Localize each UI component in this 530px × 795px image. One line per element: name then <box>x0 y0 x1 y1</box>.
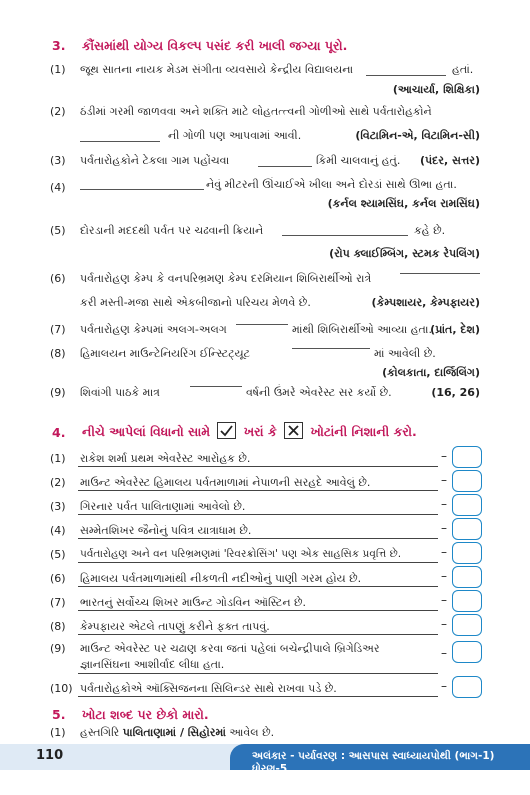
option-choices: (કર્નલ શ્યામસિંઘ, કર્નલ રામસિંઘ) <box>327 197 480 210</box>
item-number: (3) <box>50 154 66 167</box>
fill-blank[interactable] <box>80 189 204 190</box>
statement-text: માઉન્ટ એવરેસ્ટ પર ચઢાણ કરવા જતાં પહેલાં બચેન્દ્રીપાલે બ્રિગેડિઅર <box>80 642 380 655</box>
statement-text: પર્વતારોહકોએ ઑક્સિજનના સિલિન્ડર સાથે રાખવા પડે છે. <box>80 682 337 695</box>
section-4-title <box>82 422 417 440</box>
statement-text: કરી મસ્તી-મજા સાથે એકબીજાનો પરિચય મેળવે છે. <box>80 296 311 309</box>
statement-text: શિવાંગી પાઠકે માત્ર <box>80 386 160 399</box>
section-5-number: 5. <box>52 707 66 722</box>
statement-text: ગિરનાર પર્વત પાલિતાણામાં આવેલો છે. <box>80 500 246 513</box>
item-number: (2) <box>50 105 66 118</box>
section-4-title-part: નીચે આપેલાં વિધાનો સામે <box>82 424 211 439</box>
fill-blank[interactable] <box>236 324 288 325</box>
answer-box[interactable] <box>452 470 482 492</box>
statement-text: નેવું મીટરની ઊંચાઈએ ખીલા અને દોરડાં સાથે ઊભા હતા. <box>206 178 457 191</box>
statement-text: કહે છે. <box>414 224 446 237</box>
statement-text: ભારતનું સર્વોચ્ચ શિખર માઉન્ટ ગોડવિન ઑસ્ટિન છે. <box>80 596 307 609</box>
statement-text: હતાં. <box>452 63 474 76</box>
statement-text: માંથી શિબિરાર્થીઓ આવ્યા હતા. <box>292 323 433 336</box>
item-number: (7) <box>50 596 66 609</box>
row-divider <box>78 562 438 563</box>
fill-blank[interactable] <box>80 141 160 142</box>
statement-text: હસ્તગિરિ <box>80 726 120 739</box>
section-4-title-part: ખોટાંની નિશાની કરો. <box>310 424 417 439</box>
statement-text: હિમાલય પર્વતમાળામાંથી નીકળતી નદીઓનું પાણી ગરમ હોય છે. <box>80 572 362 585</box>
item-number: (4) <box>50 181 66 194</box>
cross-mark-icon <box>284 422 303 439</box>
dash: – <box>441 497 447 511</box>
dash: – <box>441 521 447 535</box>
item-number: (5) <box>50 548 66 561</box>
dash: – <box>441 569 447 583</box>
fill-blank[interactable] <box>282 235 408 236</box>
item-number: (4) <box>50 524 66 537</box>
dash: – <box>441 617 447 631</box>
fill-blank[interactable] <box>292 348 370 349</box>
option-choices: (પંદર, સત્તર) <box>419 154 480 167</box>
check-mark-icon <box>217 422 236 439</box>
statement-text: હિમાલયન માઉન્ટેનિયરિંગ ઈન્સ્ટિટ્યૂટ <box>80 347 251 360</box>
statement-text: માઉન્ટ એવરેસ્ટ હિમાલય પર્વતમાળામાં નેપાળની સરહદે આવેલું છે. <box>80 476 371 489</box>
statement-text: આવેલ છે. <box>229 726 275 739</box>
item-number: (1) <box>50 726 66 739</box>
fill-blank[interactable] <box>190 386 242 387</box>
dash: – <box>441 679 447 693</box>
option-choices: (કોલકાતા, દાર્જિલિંગ) <box>382 366 480 379</box>
option-choices: (રોપ ક્લાઈમ્બિંગ, સ્ટમક રેપલિંગ) <box>329 247 480 260</box>
option-choices: (પ્રાંત, દેશ) <box>430 323 480 336</box>
answer-box[interactable] <box>452 446 482 468</box>
word-choices[interactable]: પાલિતાણામાં / સિહોરમાં <box>122 726 226 739</box>
statement-text: ઠંડીમાં ગરમી જાળવવા અને શક્તિ માટે લોહતત્ત્વની ગોળીઓ સાથે પર્વતારોહકોને <box>80 105 432 118</box>
item-number: (6) <box>50 572 66 585</box>
row-divider <box>78 586 438 587</box>
row-divider <box>78 538 438 539</box>
item-number: (9) <box>50 642 66 655</box>
item-number: (7) <box>50 323 66 336</box>
answer-box[interactable] <box>452 542 482 564</box>
section-3-title: કૌંસમાંથી યોગ્ય વિકલ્પ પસંદ કરી ખાલી જગ્યા પૂરો. <box>82 38 348 53</box>
statement-text: પર્વતારોહણ અને વન પરિભ્રમણમાં 'રિવરક્રોસિંગ' પણ એક સાહસિક પ્રવૃત્તિ છે. <box>80 548 402 560</box>
statement-text: વર્ષની ઉંમરે એવરેસ્ટ સર કર્યો છે. <box>246 386 392 399</box>
statement-text: પર્વતારોહણ કેમ્પ કે વનપરિભ્રમણ કેમ્પ દરમિયાન શિબિરાર્થીઓ રાત્રે <box>80 272 372 285</box>
statement-text: માં આવેલી છે. <box>374 347 436 360</box>
statement-text: પર્વતારોહણ કેમ્પમાં અલગ-અલગ <box>80 323 227 336</box>
row-divider <box>78 514 438 515</box>
option-choices: (કેમ્પશાયર, કેમ્પફાયર) <box>371 296 480 309</box>
fill-blank[interactable] <box>258 166 312 167</box>
row-divider <box>78 466 438 467</box>
dash: – <box>441 646 447 660</box>
statement-text: કિમી ચાલવાનું હતું. <box>316 154 401 167</box>
answer-box[interactable] <box>452 566 482 588</box>
statement-text: જૂથ સાતના નાયક મેડમ સંગીતા વ્યવસાયે કેન્દ્રીય વિદ્યાલયના <box>80 63 354 76</box>
statement-text: સમ્મેતશિખર જૈનોનું પવિત્ર યાત્રાધામ છે. <box>80 524 252 537</box>
statement-text: દોરડાની મદદથી પર્વત પર ચઢવાની ક્રિયાને <box>80 224 264 237</box>
fill-blank[interactable] <box>366 75 446 76</box>
row-divider <box>78 634 438 635</box>
option-choices: (16, 26) <box>431 386 480 399</box>
item-number: (1) <box>50 452 66 465</box>
item-number: (8) <box>50 620 66 633</box>
section-5-title: ખોટા શબ્દ પર છેકો મારો. <box>82 707 209 722</box>
item-number: (2) <box>50 476 66 489</box>
fill-blank[interactable] <box>400 273 480 274</box>
statement-text: ની ગોળી પણ આપવામાં આવી. <box>168 129 302 142</box>
item-number: (1) <box>50 63 66 76</box>
page-number: 110 <box>36 748 64 763</box>
row-divider <box>78 673 438 674</box>
answer-box[interactable] <box>452 641 482 663</box>
item-number: (10) <box>50 682 73 695</box>
dash: – <box>441 449 447 463</box>
dash: – <box>441 545 447 559</box>
dash: – <box>441 473 447 487</box>
item-number: (5) <box>50 224 66 237</box>
item-number: (3) <box>50 500 66 513</box>
row-divider <box>78 490 438 491</box>
row-divider <box>78 696 438 697</box>
statement-text: કેમ્પફાયર એટલે તાપણું કરીને ફક્ત તાપવું. <box>80 620 270 633</box>
statement-text: પર્વતારોહકોને ટેકલા ગામ પહોંચવા <box>80 154 230 167</box>
option-choices: (આચાર્યા, શિક્ષિકા) <box>392 83 480 96</box>
answer-box[interactable] <box>452 518 482 540</box>
row-divider <box>78 610 438 611</box>
item-number: (6) <box>50 272 66 285</box>
section-3-number: 3. <box>52 38 66 53</box>
statement-text: રાકેશ શર્મા પ્રથમ એવરેસ્ટ આરોહક છે. <box>80 452 251 465</box>
item-number: (9) <box>50 386 66 399</box>
statement-line <box>80 726 274 740</box>
answer-box[interactable] <box>452 494 482 516</box>
section-4-number: 4. <box>52 425 66 440</box>
statement-text: જ્ઞાનસિંઘના આશીર્વાદ લીધા હતા. <box>80 658 225 671</box>
item-number: (8) <box>50 347 66 360</box>
answer-box[interactable] <box>452 590 482 612</box>
answer-box[interactable] <box>452 614 482 636</box>
answer-box[interactable] <box>452 676 482 698</box>
footer-title: અલંકાર - પર્યાવરણ : આસપાસ સ્વાધ્યાયપોથી (ભાગ-1) ધોરણ-5 <box>252 750 495 775</box>
section-4-title-part: ખરાં કે <box>243 424 277 439</box>
option-choices: (વિટામિન-એ, વિટામિન-સી) <box>355 129 480 142</box>
dash: – <box>441 593 447 607</box>
